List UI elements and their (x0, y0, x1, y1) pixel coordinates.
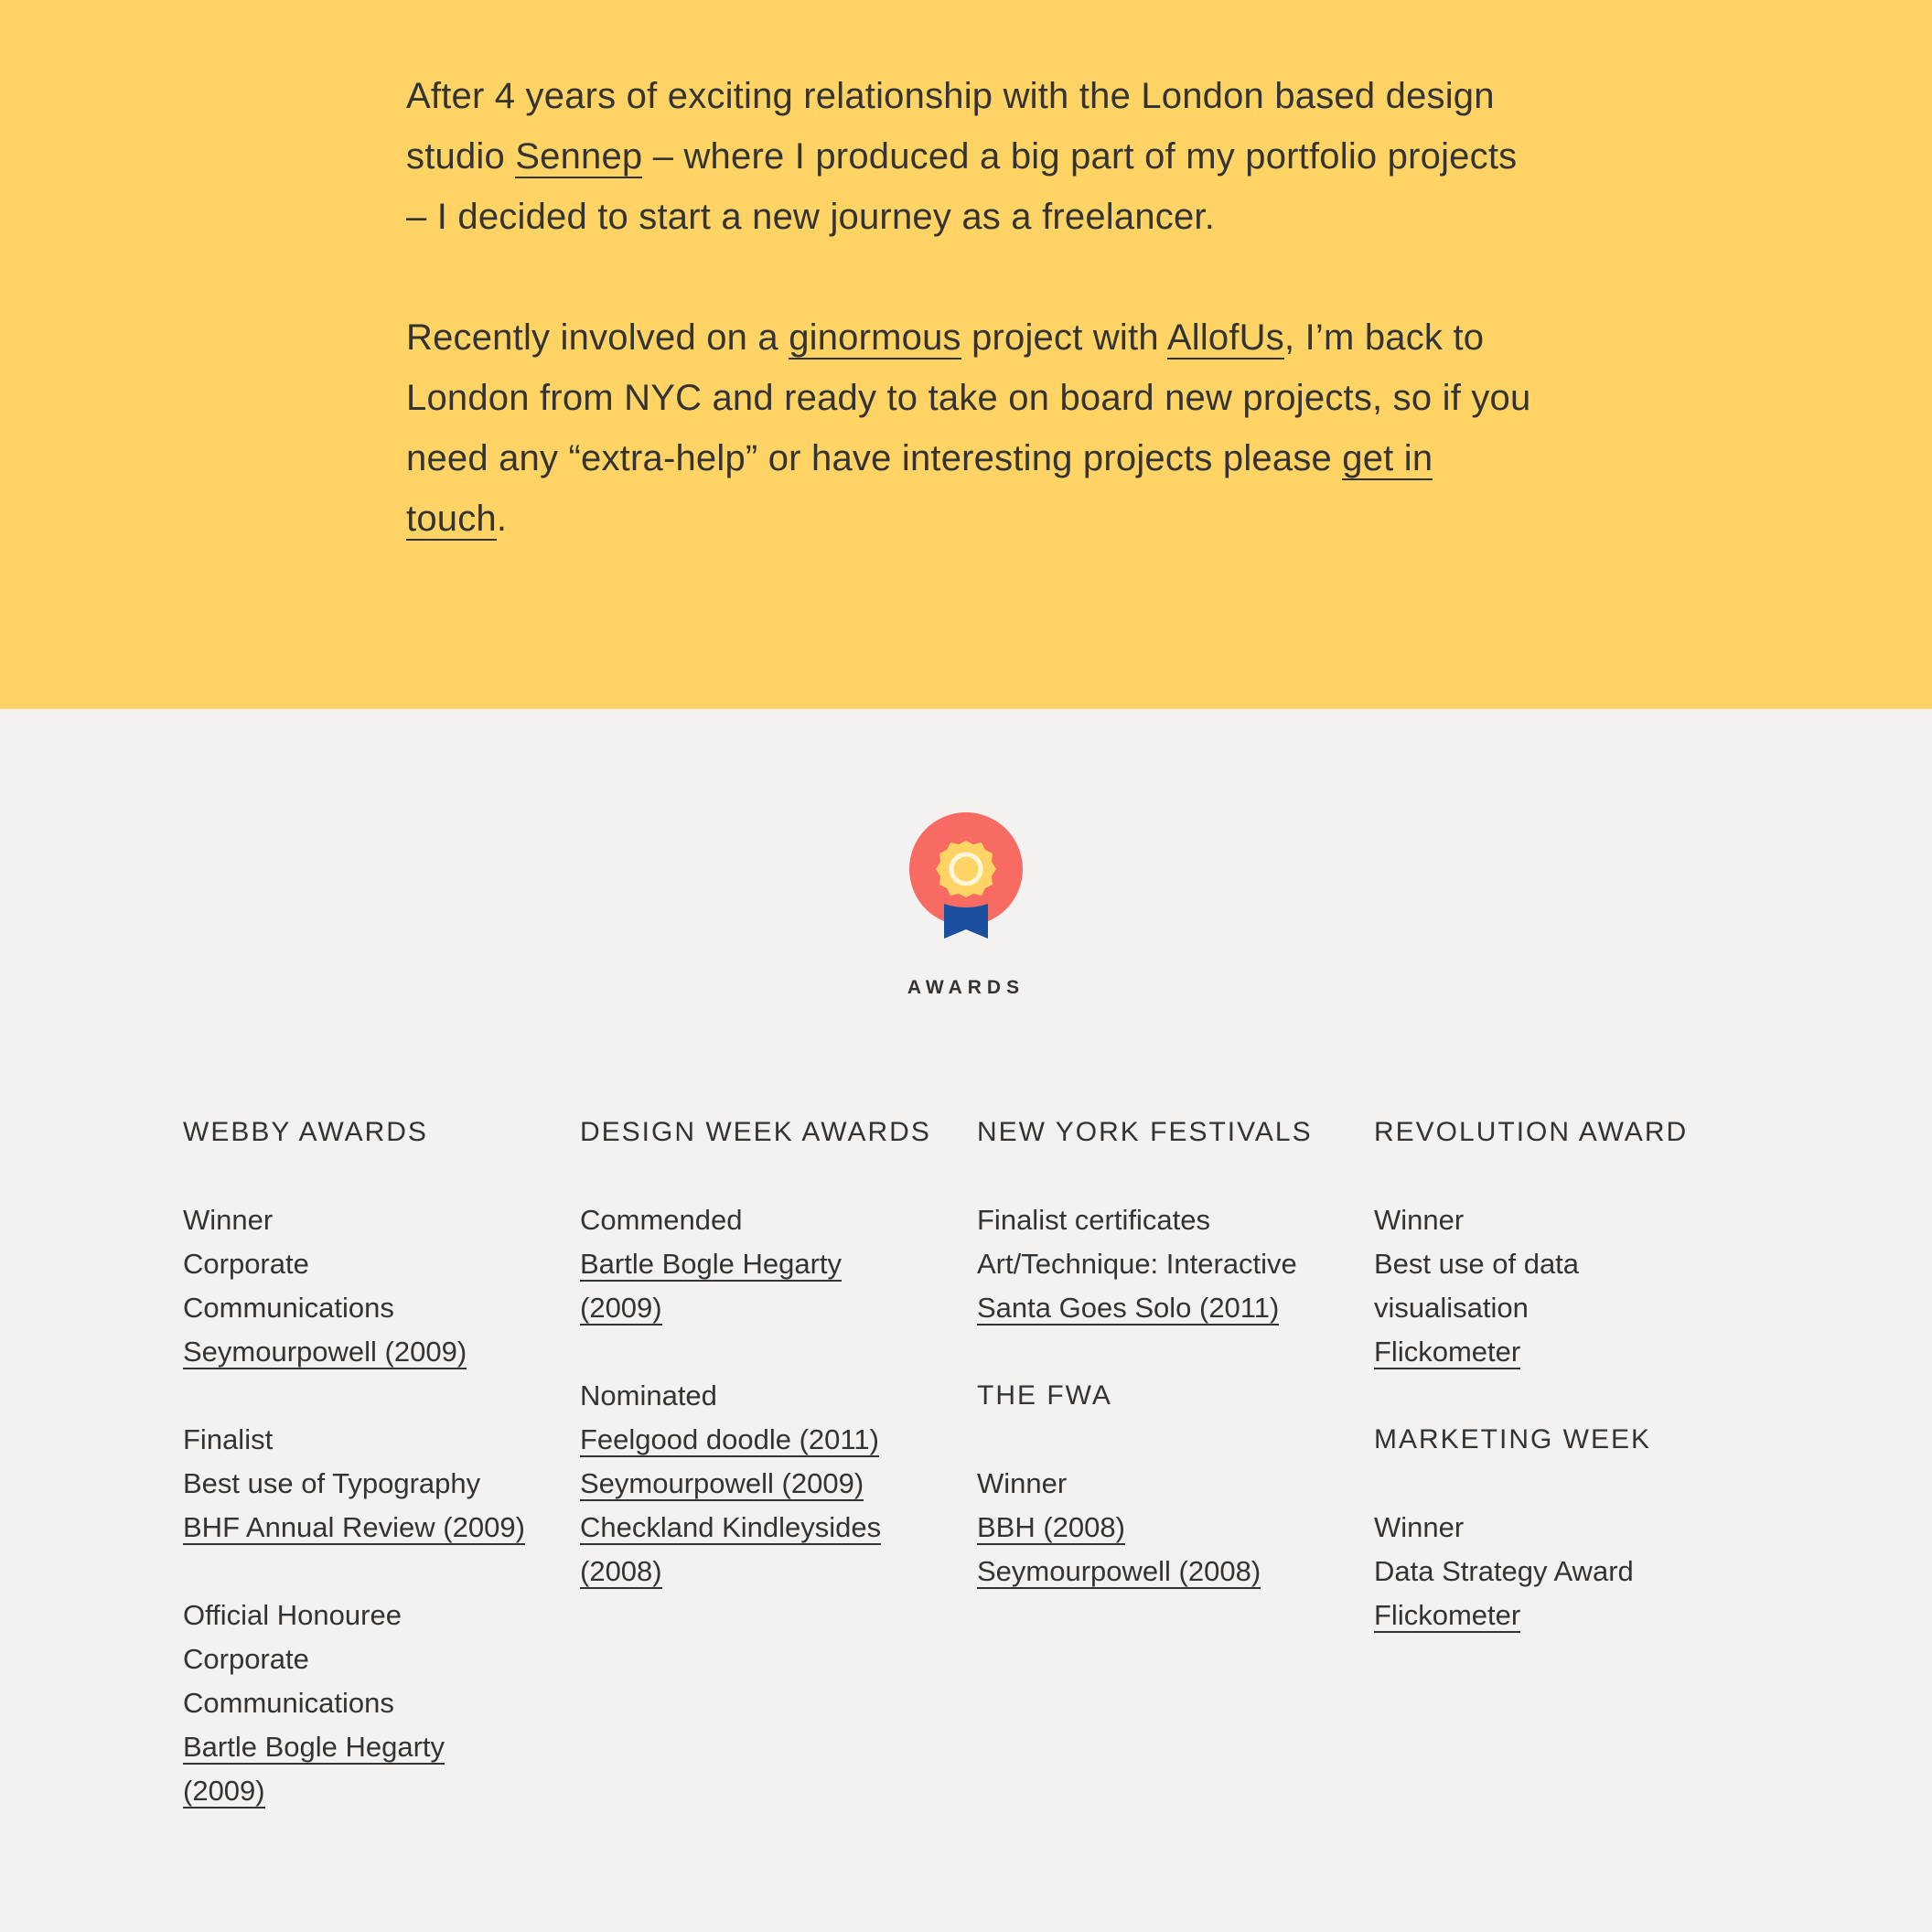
award-category: Art/Technique: Interactive (977, 1248, 1297, 1280)
design-week-heading: DESIGN WEEK AWARDS (580, 1117, 931, 1147)
get-in-touch-link[interactable]: get in touch (406, 438, 1433, 539)
new-york-group-finalist (977, 1198, 1370, 1330)
intro-p2-text-3: , I’m back to London from NYC and ready to take on board new projects, so if you need any “extra-help” or have interesting projects please (406, 317, 1531, 478)
bartle-bogle-hegarty-link[interactable]: Bartle Bogle Hegarty (580, 1248, 843, 1280)
bhf-annual-review-link[interactable]: BHF Annual Review (2009) (183, 1511, 525, 1543)
award-status: Nominated (580, 1379, 717, 1411)
seymourpowell-2009-link[interactable]: Seymourpowell (2009) (580, 1467, 864, 1499)
design-week-group-nominated (580, 1374, 973, 1594)
award-category: Data Strategy Award (1374, 1555, 1634, 1587)
award-category: Best use of data (1374, 1248, 1580, 1280)
bartle-bogle-hegarty-year-link[interactable]: (2009) (580, 1292, 662, 1324)
flickometer-link[interactable]: Flickometer (1374, 1336, 1521, 1368)
marketing-week-heading: MARKETING WEEK (1374, 1424, 1652, 1454)
award-status: Commended (580, 1204, 743, 1236)
intro-p1-text-before: After 4 years of exciting relationship with the London based design studio (406, 76, 1495, 177)
intro-paragraph-2 (406, 307, 1531, 549)
bartle-bogle-hegarty-link[interactable]: Bartle Bogle Hegarty (183, 1731, 445, 1763)
awards-column-revolution (1374, 1111, 1767, 1681)
revolution-group-winner (1374, 1198, 1767, 1374)
award-category: Communications (183, 1292, 394, 1324)
bartle-bogle-hegarty-year-link[interactable]: (2009) (183, 1775, 265, 1807)
award-category: Corporate (183, 1643, 309, 1675)
award-category: Corporate (183, 1248, 309, 1280)
intro-p2-text-1: Recently involved on a (406, 317, 789, 358)
award-status: Winner (183, 1204, 274, 1236)
the-fwa-heading: THE FWA (977, 1380, 1112, 1411)
awards-columns (183, 1111, 1793, 1842)
award-category: Communications (183, 1687, 394, 1719)
design-week-group-commended (580, 1198, 973, 1330)
marketing-week-group-winner (1374, 1506, 1767, 1637)
seymourpowell-2009-link[interactable]: Seymourpowell (2009) (183, 1336, 467, 1368)
award-status: Finalist (183, 1423, 274, 1455)
revolution-award-heading: REVOLUTION AWARD (1374, 1117, 1689, 1147)
santa-goes-solo-link[interactable]: Santa Goes Solo (2011) (977, 1292, 1280, 1324)
intro-p1-text-after: – where I produced a big part of my portfolio projects – I decided to start a new journey as a freelancer. (406, 136, 1518, 237)
sennep-link[interactable]: Sennep (515, 136, 643, 177)
award-badge-icon (907, 812, 1025, 939)
new-york-festivals-heading: NEW YORK FESTIVALS (977, 1117, 1313, 1147)
bbh-2008-link[interactable]: BBH (2008) (977, 1511, 1125, 1543)
webby-awards-heading: WEBBY AWARDS (183, 1117, 428, 1147)
awards-column-design-week (580, 1111, 973, 1637)
awards-column-webby (183, 1111, 576, 1857)
flickometer-link[interactable]: Flickometer (1374, 1599, 1521, 1631)
fwa-group-winner (977, 1462, 1370, 1594)
award-status: Official Honouree (183, 1599, 402, 1631)
intro-p2-text-4: . (496, 499, 508, 539)
intro-text (406, 66, 1531, 609)
webby-group-honouree (183, 1594, 576, 1813)
seymourpowell-2008-link[interactable]: Seymourpowell (2008) (977, 1555, 1261, 1587)
award-badge-svg (907, 812, 1025, 939)
award-status: Finalist certificates (977, 1204, 1210, 1236)
awards-title: AWARDS (907, 977, 1025, 998)
intro-paragraph-1 (406, 66, 1531, 247)
award-status: Winner (977, 1467, 1068, 1499)
webby-group-finalist (183, 1418, 576, 1550)
checkland-kindleysides-year-link[interactable]: (2008) (580, 1555, 662, 1587)
award-category: visualisation (1374, 1292, 1529, 1324)
checkland-kindleysides-link[interactable]: Checkland Kindleysides (580, 1511, 882, 1543)
intro-section (0, 0, 1932, 709)
award-category: Best use of Typography (183, 1467, 481, 1499)
award-status: Winner (1374, 1204, 1465, 1236)
awards-column-new-york (977, 1111, 1370, 1637)
feelgood-doodle-link[interactable]: Feelgood doodle (2011) (580, 1423, 879, 1455)
allofus-link[interactable]: AllofUs (1166, 317, 1284, 358)
award-status: Winner (1374, 1511, 1465, 1543)
webby-group-winner (183, 1198, 576, 1374)
intro-p2-text-2: project with (961, 317, 1167, 358)
ginormous-link[interactable]: ginormous (789, 317, 961, 358)
